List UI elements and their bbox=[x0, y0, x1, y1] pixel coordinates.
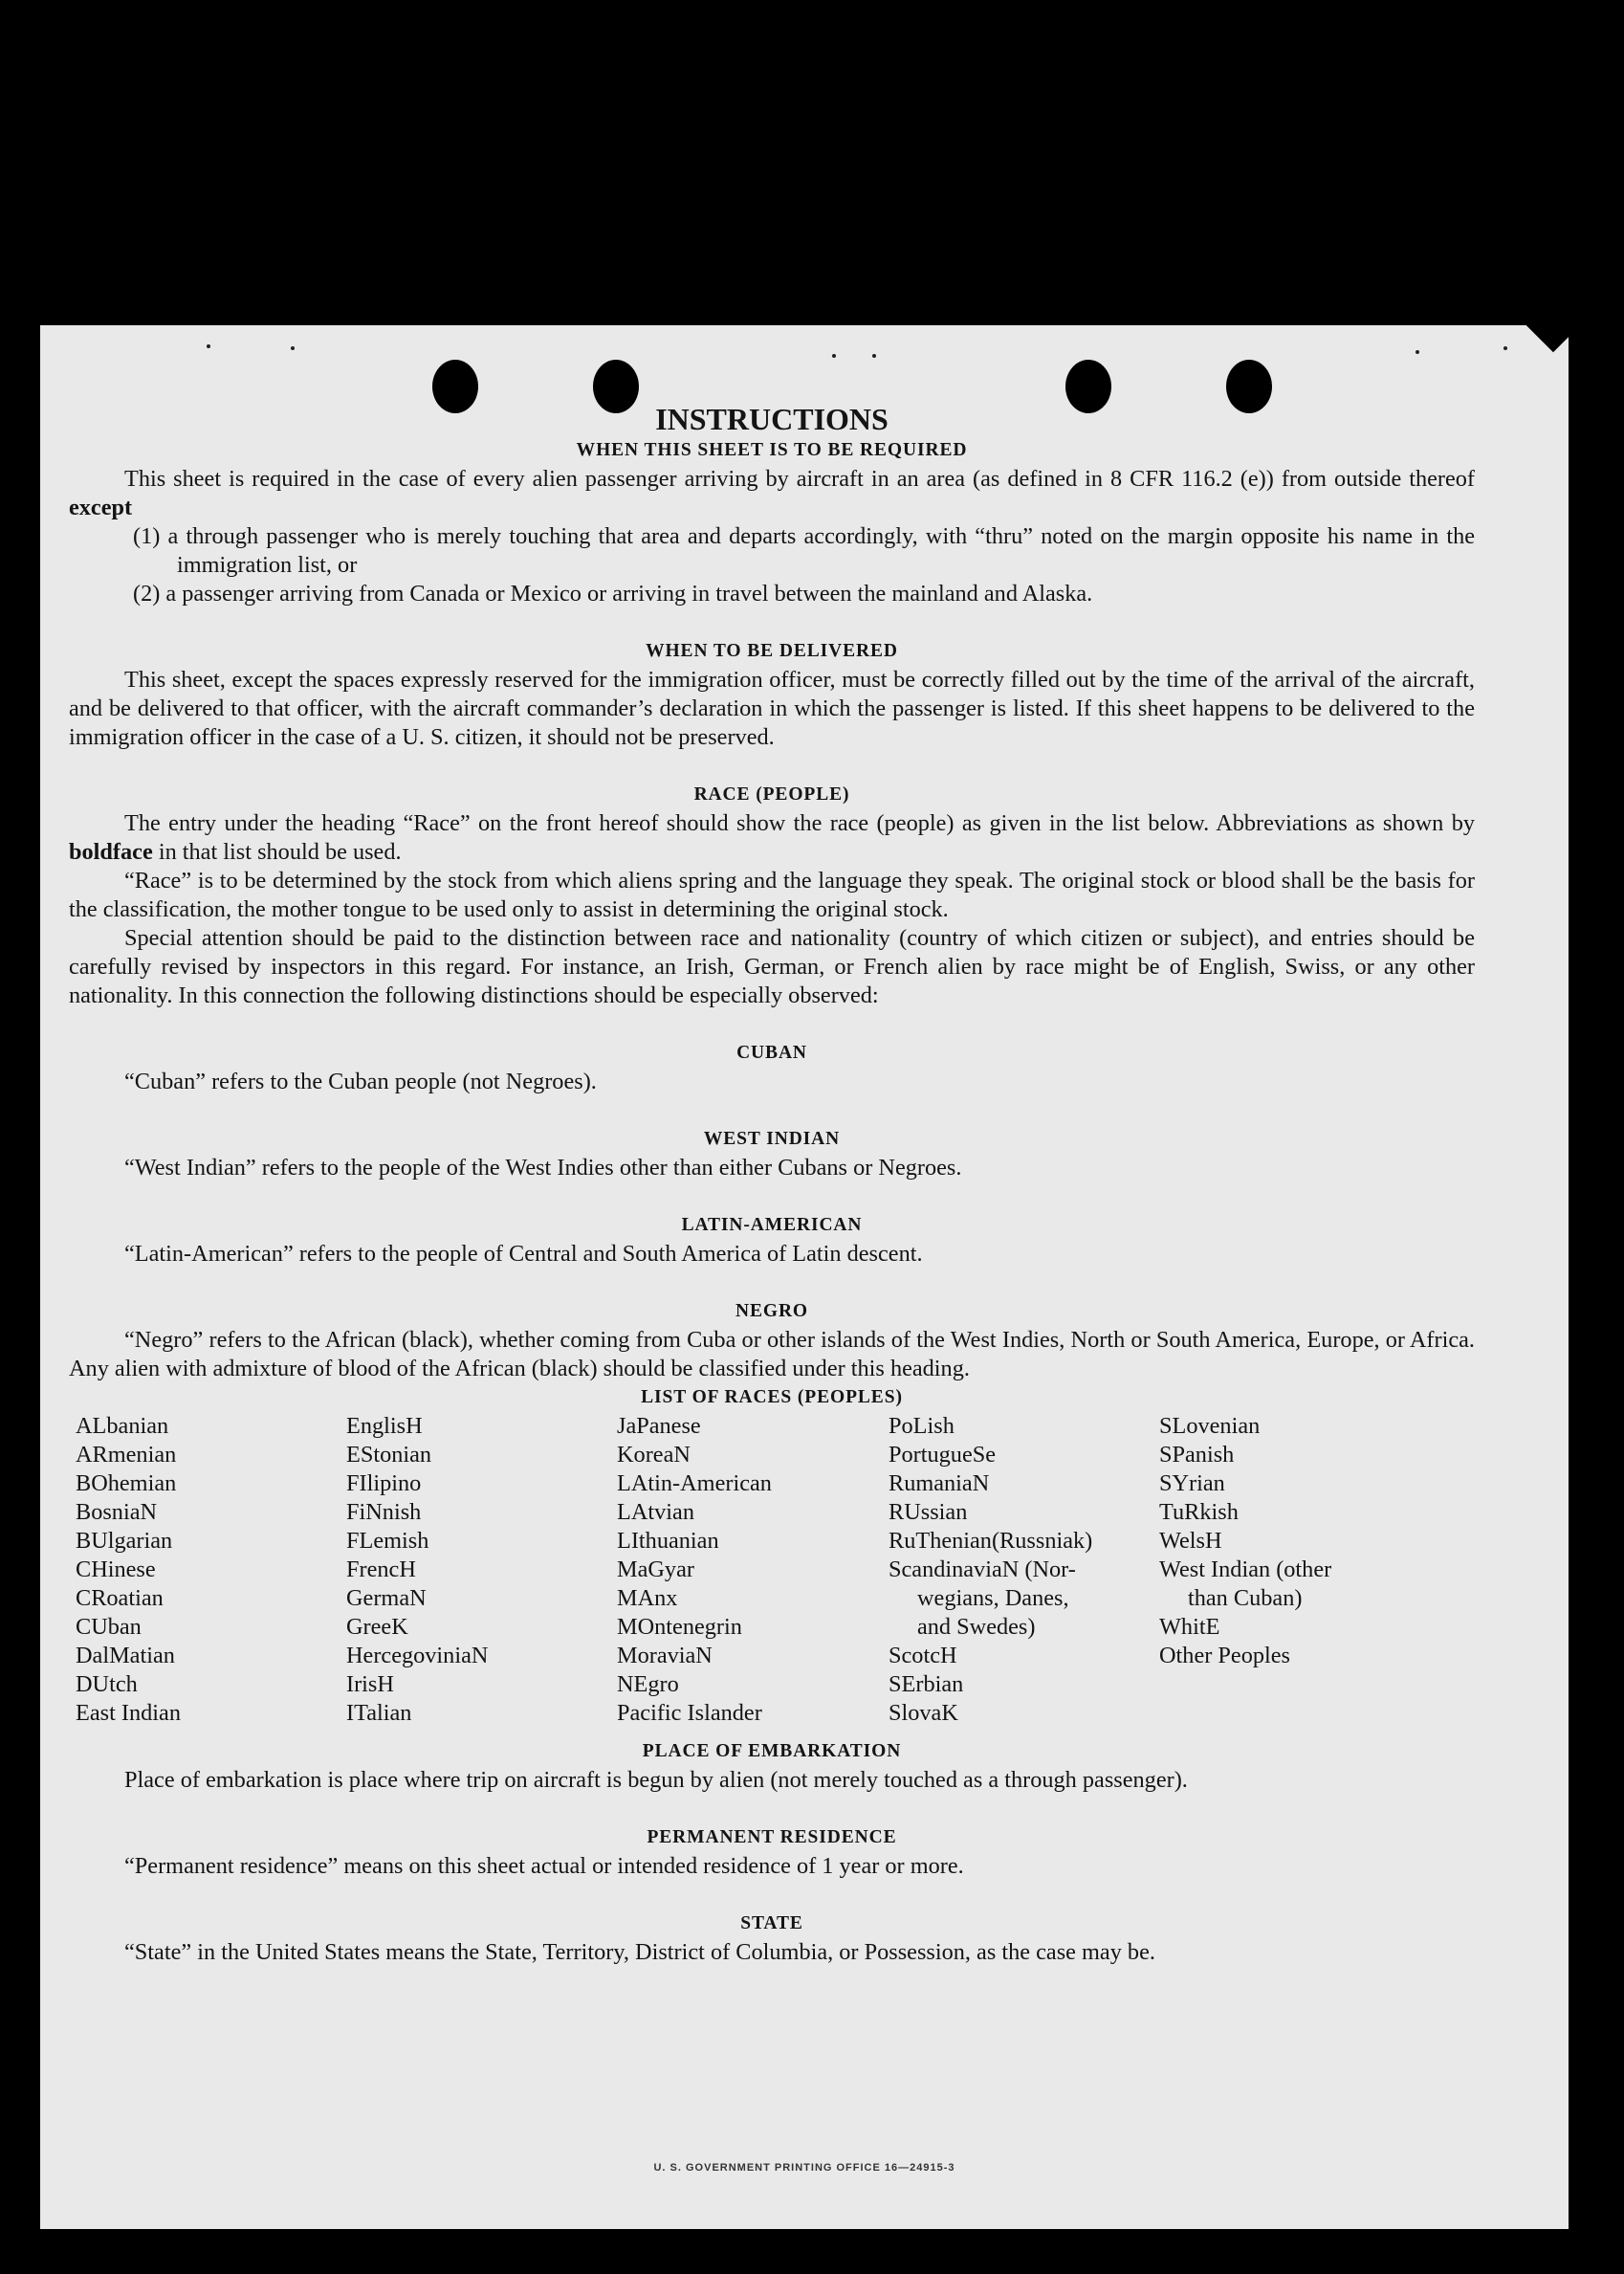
section-heading: WEST INDIAN bbox=[703, 1129, 841, 1149]
race-item: SErbian bbox=[889, 1671, 964, 1697]
race-item: GermaN bbox=[346, 1585, 427, 1611]
races-column bbox=[1159, 1412, 1437, 1670]
race-item: FIlipino bbox=[346, 1470, 422, 1496]
paragraph: “State” in the United States means the State, Territory, District of Columbia, or Possession, as the case may be. bbox=[124, 1939, 1155, 1965]
race-item: DUtch bbox=[76, 1671, 138, 1697]
races-column bbox=[889, 1412, 1166, 1728]
race-item: wegians, Danes, bbox=[917, 1585, 1069, 1611]
race-item: ScotcH bbox=[889, 1643, 957, 1668]
race-item: ARmenian bbox=[76, 1442, 177, 1468]
speck bbox=[872, 354, 876, 358]
section-heading: PERMANENT RESIDENCE bbox=[647, 1827, 897, 1847]
race-item: MoraviaN bbox=[617, 1643, 713, 1668]
races-column bbox=[346, 1412, 624, 1728]
race-item: LIthuanian bbox=[617, 1528, 719, 1554]
speck bbox=[1416, 350, 1419, 354]
race-item: Other Peoples bbox=[1159, 1643, 1290, 1668]
race-item: MaGyar bbox=[617, 1556, 694, 1582]
race-item: BUlgarian bbox=[76, 1528, 173, 1554]
race-item: DalMatian bbox=[76, 1643, 175, 1668]
paragraph: This sheet, except the spaces expressly reserved for the immigration officer, must be correctly filled out by the time of the arrival of the aircraft, and be delivered to that officer, with the aircraft commander’s declaration in which the passenger is listed. If this sheet happens to be delivered to the immigration officer in the case of a U. S. citizen, it should not be preserved. bbox=[69, 667, 1475, 750]
section-heading: WHEN THIS SHEET IS TO BE REQUIRED bbox=[576, 440, 968, 460]
list-item: (1) a through passenger who is merely touching that area and departs accordingly, with “thru” noted on the margin opposite his name in the immigration list, or bbox=[133, 523, 1475, 578]
paragraph: “Latin-American” refers to the people of Central and South America of Latin descent. bbox=[124, 1241, 923, 1267]
race-item: SLovenian bbox=[1159, 1413, 1261, 1439]
section-heading: PLACE OF EMBARKATION bbox=[642, 1741, 902, 1761]
race-item: LAtvian bbox=[617, 1499, 694, 1525]
race-item: NEgro bbox=[617, 1671, 679, 1697]
race-item: EStonian bbox=[346, 1442, 432, 1468]
page-title: INSTRUCTIONS bbox=[655, 402, 889, 436]
race-item: ITalian bbox=[346, 1700, 412, 1726]
list-item: (2) a passenger arriving from Canada or Mexico or arriving in travel between the mainland and Alaska. bbox=[133, 581, 1093, 607]
race-item: than Cuban) bbox=[1188, 1585, 1303, 1611]
race-item: FiNnish bbox=[346, 1499, 422, 1525]
race-item: CRoatian bbox=[76, 1585, 164, 1611]
paragraph: “West Indian” refers to the people of the West Indies other than either Cubans or Negroes. bbox=[124, 1155, 962, 1181]
section-heading: WHEN TO BE DELIVERED bbox=[646, 641, 898, 661]
race-item: SlovaK bbox=[889, 1700, 958, 1726]
race-item: East Indian bbox=[76, 1700, 181, 1726]
race-item: MAnx bbox=[617, 1585, 678, 1611]
paragraph: Special attention should be paid to the distinction between race and nationality (country of which citizen or subject), and entries should be carefully revised by inspectors in this regard. For instance, an Irish, German, or French alien by race might be of English, Swiss, or any other nationality. In this connection the following distinctions should be especially observed: bbox=[69, 925, 1475, 1008]
race-item: LAtin-American bbox=[617, 1470, 772, 1496]
races-column bbox=[617, 1412, 894, 1728]
race-item: RuThenian(Russniak) bbox=[889, 1528, 1093, 1554]
race-item: IrisH bbox=[346, 1671, 394, 1697]
document-sheet bbox=[40, 325, 1569, 2229]
paragraph: Place of embarkation is place where trip on aircraft is begun by alien (not merely touched as a through passenger). bbox=[124, 1767, 1188, 1793]
race-item: BosniaN bbox=[76, 1499, 158, 1525]
race-item: FrencH bbox=[346, 1556, 416, 1582]
race-item: KoreaN bbox=[617, 1442, 691, 1468]
race-item: SYrian bbox=[1159, 1470, 1225, 1496]
paragraph: “Race” is to be determined by the stock from which aliens spring and the language they speak. The original stock or blood shall be the basis for the classification, the mother tongue to be used only to assist in determining the original stock. bbox=[69, 868, 1475, 922]
race-item: ALbanian bbox=[76, 1413, 169, 1439]
race-item: ScandinaviaN (Nor- bbox=[889, 1556, 1076, 1582]
speck bbox=[832, 354, 836, 358]
paragraph: This sheet is required in the case of every alien passenger arriving by aircraft in an area (as defined in 8 CFR 116.2 (e)) from outside thereof except bbox=[69, 466, 1475, 520]
speck bbox=[291, 346, 295, 350]
race-item: RumaniaN bbox=[889, 1470, 990, 1496]
printer-imprint: U. S. GOVERNMENT PRINTING OFFICE 16—24915-3 bbox=[653, 2162, 955, 2174]
race-item: FLemish bbox=[346, 1528, 429, 1554]
race-item: MOntenegrin bbox=[617, 1614, 742, 1640]
section-heading: LIST OF RACES (PEOPLES) bbox=[641, 1387, 903, 1407]
race-item: HercegoviniaN bbox=[346, 1643, 489, 1668]
races-list bbox=[76, 1412, 1475, 1737]
paragraph: “Cuban” refers to the Cuban people (not Negroes). bbox=[124, 1069, 597, 1094]
paragraph: “Negro” refers to the African (black), whether coming from Cuba or other islands of the West Indies, North or South America, Europe, or Africa. Any alien with admixture of blood of the African (black) should be classified under this heading. bbox=[69, 1327, 1475, 1381]
race-item: JaPanese bbox=[617, 1413, 701, 1439]
race-item: BOhemian bbox=[76, 1470, 177, 1496]
race-item: CUban bbox=[76, 1614, 142, 1640]
race-item: SPanish bbox=[1159, 1442, 1235, 1468]
race-item: TuRkish bbox=[1159, 1499, 1239, 1525]
section-heading: NEGRO bbox=[735, 1301, 808, 1321]
race-item: WhitE bbox=[1159, 1614, 1220, 1640]
document-body bbox=[69, 402, 1475, 1967]
section-heading: LATIN-AMERICAN bbox=[681, 1215, 863, 1235]
race-item: GreeK bbox=[346, 1614, 408, 1640]
race-item: RUssian bbox=[889, 1499, 968, 1525]
race-item: PortugueSe bbox=[889, 1442, 997, 1468]
section-heading: STATE bbox=[740, 1913, 803, 1933]
section-heading: RACE (PEOPLE) bbox=[693, 784, 850, 805]
race-item: Pacific Islander bbox=[617, 1700, 762, 1726]
paragraph: The entry under the heading “Race” on the front hereof should show the race (people) as given in the list below. Abbreviations as shown by boldface in that list should be used. bbox=[69, 810, 1475, 865]
races-column bbox=[76, 1412, 353, 1728]
race-item: West Indian (other bbox=[1159, 1556, 1332, 1582]
race-item: CHinese bbox=[76, 1556, 156, 1582]
race-item: and Swedes) bbox=[917, 1614, 1036, 1640]
race-item: WelsH bbox=[1159, 1528, 1222, 1554]
section-heading: CUBAN bbox=[736, 1043, 807, 1063]
race-item: EnglisH bbox=[346, 1413, 423, 1439]
race-item: PoLish bbox=[889, 1413, 955, 1439]
speck bbox=[207, 344, 210, 348]
paragraph: “Permanent residence” means on this sheet actual or intended residence of 1 year or more. bbox=[124, 1853, 964, 1879]
speck bbox=[1503, 346, 1507, 350]
